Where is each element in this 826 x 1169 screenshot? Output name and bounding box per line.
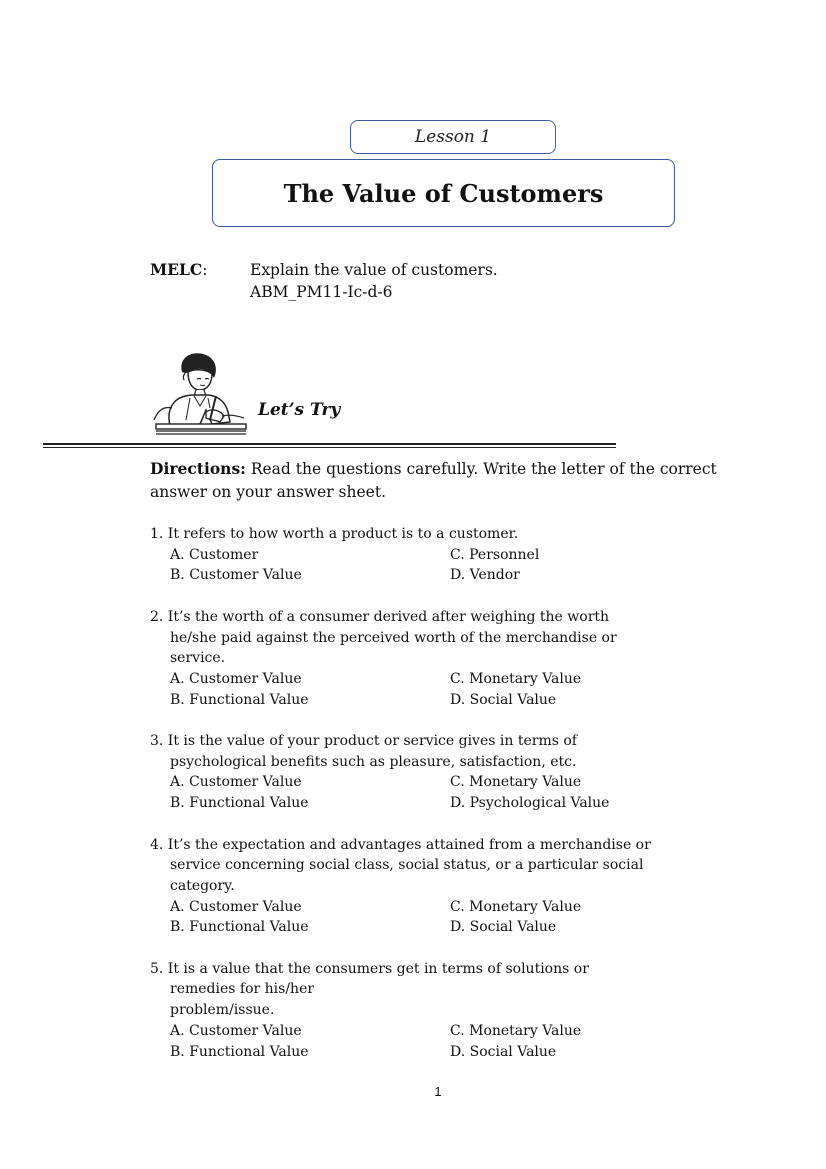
question-options (150, 772, 750, 813)
melc-colon: : (202, 261, 208, 279)
option-d: D. Vendor (450, 567, 520, 584)
title-box (212, 159, 675, 227)
question-text: 2. It’s the worth of a consumer derived after weighing the worth (150, 608, 610, 625)
question-text-cont: problem/issue. (170, 1002, 275, 1019)
option-a: A. Customer Value (170, 774, 302, 791)
option-b: B. Functional Value (170, 919, 309, 936)
option-c: C. Monetary Value (450, 1022, 582, 1039)
question-4 (150, 835, 750, 939)
question-text: 1. It refers to how worth a product is to a customer. (150, 526, 519, 542)
option-b: B. Customer Value (170, 567, 302, 584)
page-number: 1 (434, 1084, 442, 1099)
question-text-cont: category. (170, 877, 235, 894)
question-options (150, 1021, 750, 1062)
question-1 (150, 524, 750, 586)
page-title: The Value of Customers (283, 178, 604, 208)
lesson-label: Lesson 1 (414, 127, 492, 147)
option-a: A. Customer Value (170, 1022, 302, 1039)
question-text: 5. It is a value that the consumers get in terms of solutions or (150, 960, 589, 977)
question-text: 3. It is the value of your product or service gives in terms of (150, 733, 577, 749)
option-c: C. Monetary Value (450, 774, 582, 791)
option-b: B. Functional Value (170, 1043, 309, 1060)
option-d: D. Psychological Value (450, 795, 610, 812)
option-d: D. Social Value (450, 1043, 557, 1060)
question-5 (150, 959, 750, 1063)
question-text-cont: remedies for his/her (170, 981, 315, 998)
directions-label: Directions: (150, 459, 246, 478)
question-3 (150, 731, 750, 814)
option-b: B. Functional Value (170, 795, 309, 812)
question-text-cont: service concerning social class, social status, or a particular social (170, 857, 644, 874)
melc-label: MELC (150, 260, 203, 279)
directions (150, 457, 750, 504)
melc-code: ABM_PM11-Ic-d-6 (250, 283, 393, 301)
lesson-label-box (350, 120, 556, 154)
section-divider (43, 443, 616, 445)
option-d: D. Social Value (450, 691, 557, 708)
option-c: C. Monetary Value (450, 898, 582, 915)
question-list (150, 524, 750, 1083)
option-c: C. Personnel (450, 546, 540, 563)
option-b: B. Functional Value (170, 691, 309, 708)
student-writing-illustration (150, 350, 248, 436)
question-text-cont: service. (170, 650, 226, 667)
option-c: C. Monetary Value (450, 670, 582, 687)
option-a: A. Customer (170, 546, 259, 563)
question-options (150, 545, 750, 586)
question-options (150, 669, 750, 710)
question-text: 4. It’s the expectation and advantages attained from a merchandise or (150, 836, 651, 853)
question-text-cont: he/she paid against the perceived worth of the merchandise or (170, 629, 617, 646)
lets-try-heading: Let’s Try (258, 400, 341, 420)
question-options (150, 897, 750, 938)
option-a: A. Customer Value (170, 898, 302, 915)
section-divider-thin (43, 447, 616, 448)
option-d: D. Social Value (450, 919, 557, 936)
melc-competency: Explain the value of customers. (250, 261, 498, 279)
option-a: A. Customer Value (170, 670, 302, 687)
question-2 (150, 607, 750, 711)
question-text-cont: psychological benefits such as pleasure, satisfaction, etc. (170, 753, 577, 770)
directions-text: Read the questions carefully. Write the letter of the correct answer on your answer sheet. (150, 460, 717, 501)
